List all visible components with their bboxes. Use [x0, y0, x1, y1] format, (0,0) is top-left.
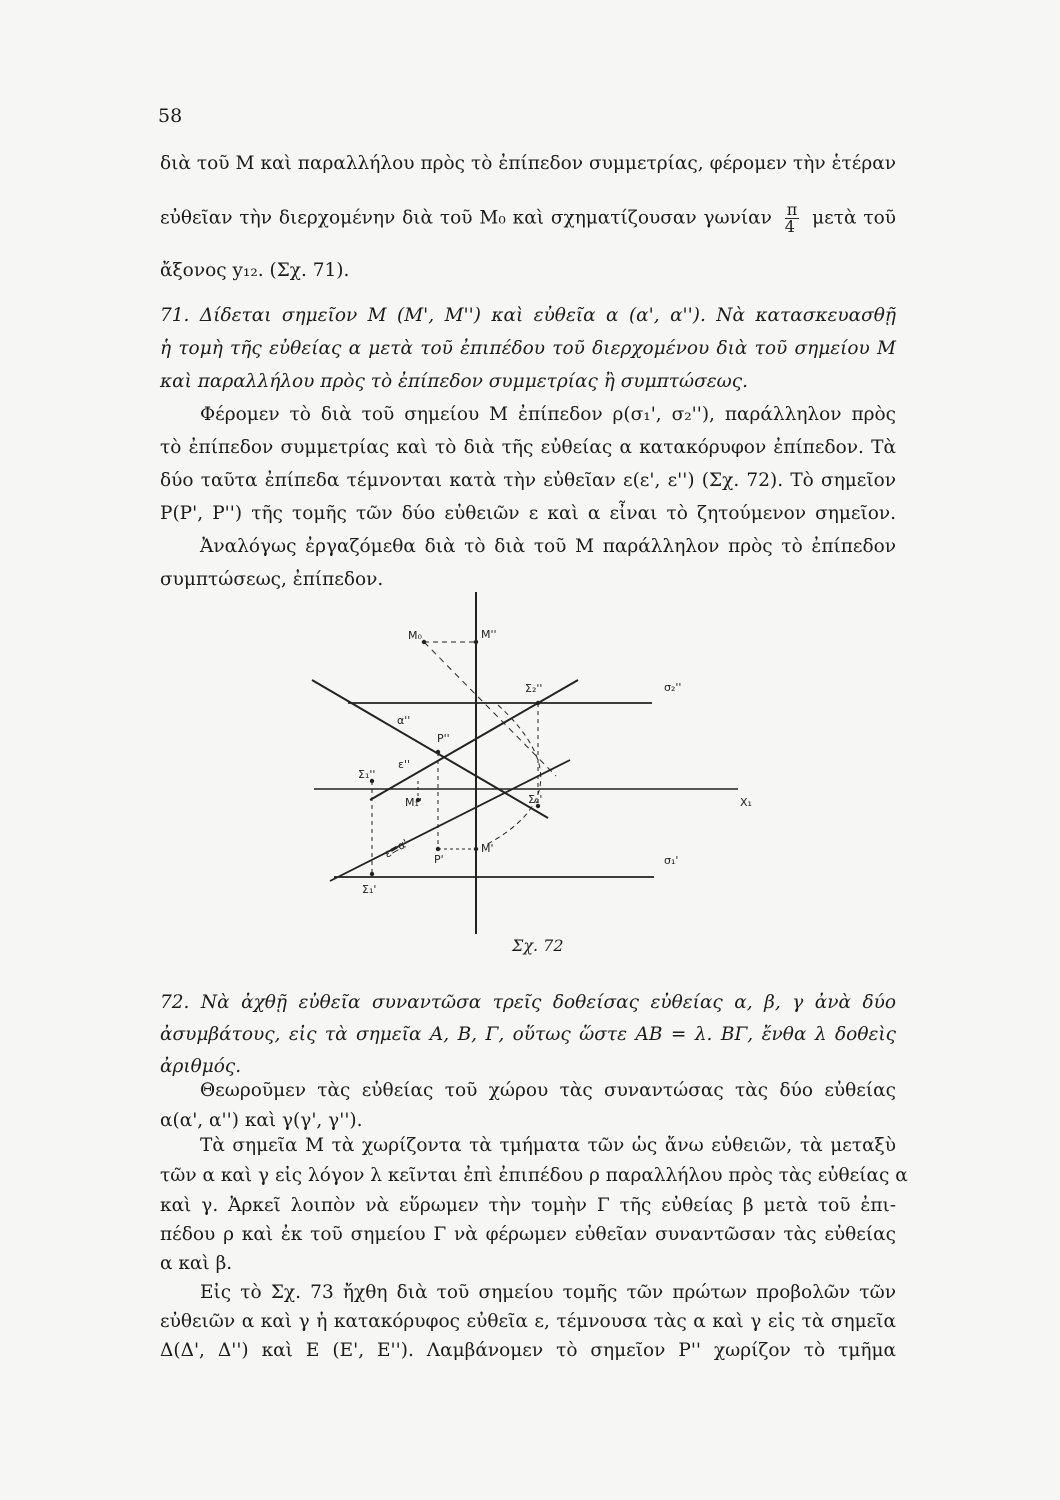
s2-top-point	[536, 701, 540, 705]
m1b-point	[474, 847, 478, 851]
label-s1-mid: Σ₁''	[358, 768, 376, 781]
problem-72-para-2: α(α', α'') καὶ γ(γ', γ'').	[160, 1110, 363, 1131]
problem-71-para-2: τὸ ἐπίπεδον συμμετρίας καὶ τὸ διὰ τῆς εὐθείας α κατακόρυφον ἐπίπεδον. Τὰ	[160, 437, 896, 458]
problem-72-para-8: Εἰς τὸ Σχ. 73 ἤχθη διὰ τοῦ σημείου τομῆς τῶν πρώτων προβολῶν τῶν	[200, 1282, 896, 1303]
s1-bottom-point	[370, 872, 374, 876]
problem-72-para-7: α καὶ β.	[160, 1253, 233, 1274]
problem-72-para-10: Δ(Δ', Δ'') καὶ Ε (Ε', Ε''). Λαμβάνομεν τὸ σημεῖον Ρ'' χωρίζον τὸ τμῆμα	[160, 1340, 896, 1361]
label-s2-top: Σ₂''	[525, 682, 543, 695]
problem-71-statement-2: ἡ τομὴ τῆς εὐθείας α μετὰ τοῦ ἐπιπέδου τοῦ διερχομένου διὰ τοῦ σημείου Μ	[160, 338, 896, 359]
problem-72-para-3: Τὰ σημεῖα Μ τὰ χωρίζοντα τὰ τμήματα τῶν ὡς ἄνω εὐθειῶν, τὰ μεταξὺ	[200, 1135, 896, 1156]
problem-72-statement-2: ἀσυμβάτους, εἰς τὰ σημεῖα Α, Β, Γ, οὕτως ὥστε ΑΒ = λ. ΒΓ, ἔνθα λ δοθεὶς	[160, 1024, 896, 1045]
alpha2-line	[312, 680, 548, 818]
label-eps2: ε''	[398, 758, 410, 771]
intro-line-2-start: εὐθεῖαν τὴν διερχομένην διὰ τοῦ Μ₀ καὶ σχηματίζουσαν γωνίαν	[160, 207, 772, 229]
problem-72-para-5: καὶ γ. Ἀρκεῖ λοιπὸν νὰ εὕρωμεν τὴν τομὴν Γ τῆς εὐθείας β μετὰ τοῦ ἐπι-	[160, 1195, 896, 1216]
label-p2: P''	[437, 732, 450, 745]
problem-72-para-6: πέδου ρ καὶ ἐκ τοῦ σημείου Γ νὰ φέρωμεν εὐθεῖαν συναντῶσαν τὰς εὐθείας	[160, 1224, 896, 1245]
label-x-axis: X₁	[740, 796, 752, 809]
problem-71-para-4: Ρ(Ρ', Ρ'') τῆς τομῆς τῶν δύο εὐθειῶν ε καὶ α εἶναι τὸ ζητούμενον σημεῖον.	[160, 503, 896, 524]
problem-72-statement-3: ἀριθμός.	[160, 1056, 242, 1077]
label-alpha2: α''	[397, 714, 411, 727]
problem-72-para-4: τῶν α καὶ γ εἰς λόγον λ κεῖνται ἐπὶ ἐπιπέδου ρ παραλλήλου πρὸς τὰς εὐθείας α	[160, 1165, 908, 1186]
intro-line-3: ἄξονος y₁₂. (Σχ. 71).	[160, 260, 350, 281]
label-m2: M''	[481, 628, 497, 641]
problem-71-para-1: Φέρομεν τὸ διὰ τοῦ σημείου Μ ἐπίπεδον ρ(σ₁', σ₂''), παράλληλον πρὸς	[200, 404, 896, 425]
label-m1b: M'	[481, 842, 494, 855]
p1-point	[436, 847, 440, 851]
fraction-denominator: 4	[784, 217, 795, 236]
figure-caption: Σχ. 72	[512, 936, 564, 955]
label-s1-bottom: Σ₁'	[362, 883, 377, 896]
problem-71-statement-1: 71. Δίδεται σημεῖον Μ (Μ', Μ'') καὶ εὐθεῖα α (α', α''). Νὰ κατασκευασθῇ	[160, 305, 896, 326]
p2-point	[436, 750, 440, 754]
label-s2-mid: Σ₂'	[528, 793, 543, 806]
eps2-line	[370, 680, 578, 800]
problem-72-para-1: Θεωροῦμεν τὰς εὐθείας τοῦ χώρου τὰς συναντώσας τὰς δύο εὐθείας	[200, 1080, 896, 1101]
problem-71-para-5: Ἀναλόγως ἐργαζόμεθα διὰ τὸ διὰ τοῦ Μ παράλληλον πρὸς τὸ ἐπίπεδον	[200, 536, 896, 557]
fraction-numerator: π	[786, 200, 798, 219]
intro-line-1: διὰ τοῦ Μ καὶ παραλλήλου πρὸς τὸ ἐπίπεδον συμμετρίας, φέρομεν τὴν ἑτέραν	[160, 153, 896, 174]
intro-line-2-end: μετὰ τοῦ	[812, 207, 896, 229]
label-m0: M₀	[408, 629, 422, 642]
problem-71-para-3: δύο ταῦτα ἐπίπεδα τέμνονται κατὰ τὴν εὐθεῖαν ε(ε', ε'') (Σχ. 72). Τὸ σημεῖον	[160, 470, 896, 491]
rotation-arc	[484, 705, 541, 846]
m2-point	[474, 640, 478, 644]
label-eps1: ε≡α'	[382, 836, 411, 861]
label-m1a: M₁'	[405, 796, 422, 809]
problem-72-para-9: εὐθειῶν α καὶ γ ἡ κατακόρυφος εὐθεῖα ε, τέμνουσα τὰς α καὶ γ εἰς τὰ σημεῖα	[160, 1311, 896, 1332]
problem-71-statement-3: καὶ παραλλήλου πρὸς τὸ ἐπίπεδον συμμετρίας ἢ συμπτώσεως.	[160, 371, 748, 392]
label-sigma1: σ₁'	[664, 854, 679, 867]
label-sigma2: σ₂''	[664, 681, 682, 694]
page-number: 58	[158, 105, 183, 127]
problem-72-statement-1: 72. Νὰ ἀχθῇ εὐθεῖα συναντῶσα τρεῖς δοθείσας εὐθείας α, β, γ ἀνὰ δύο	[160, 992, 896, 1013]
problem-71-para-6: συμπτώσεως, ἐπίπεδον.	[160, 569, 384, 590]
label-p1: P'	[434, 853, 444, 866]
m0-point	[422, 640, 426, 644]
